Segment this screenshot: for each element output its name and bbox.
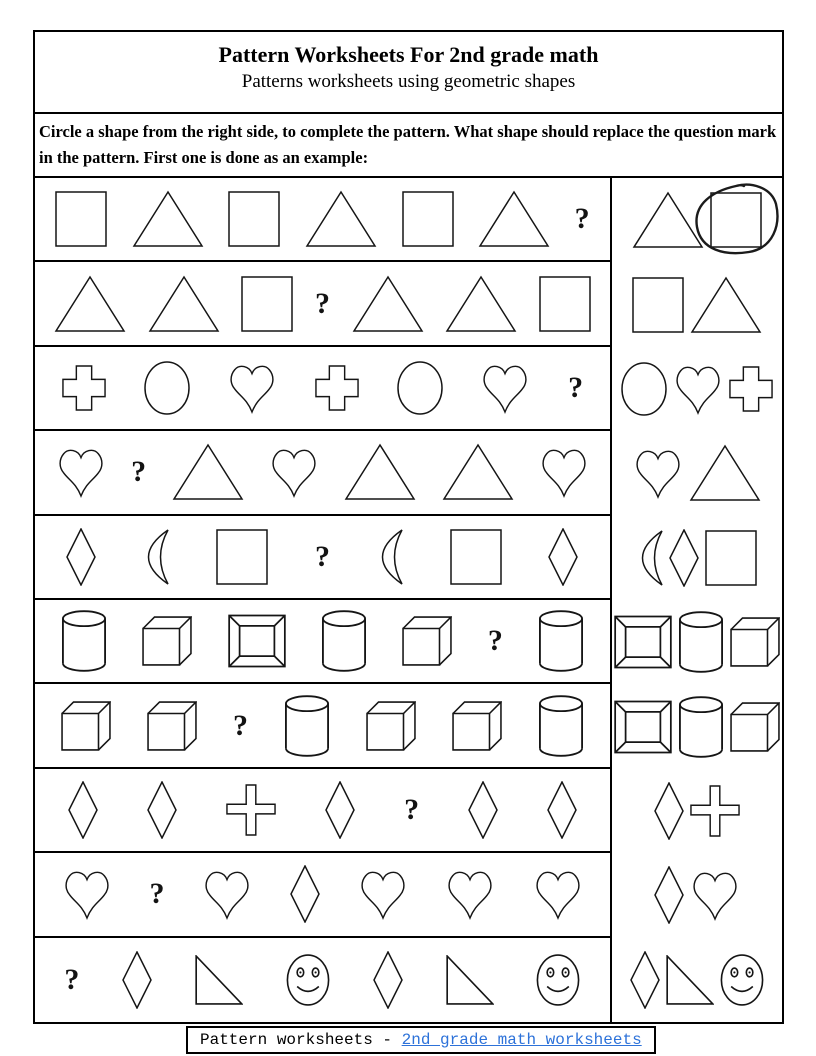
pattern-row-2 (35, 262, 610, 346)
diamond-icon (654, 866, 684, 924)
cube-icon (452, 701, 502, 751)
circle-icon (621, 362, 667, 416)
answer-options-row-8 (612, 769, 782, 853)
diamond-icon (290, 865, 320, 923)
worksheet-table (33, 30, 784, 1024)
square-icon (632, 277, 684, 333)
cube-icon (142, 616, 192, 666)
diamond-icon (547, 781, 577, 839)
heart-icon (633, 446, 683, 500)
triangle-icon (442, 443, 514, 501)
right-triangle-icon (446, 955, 494, 1005)
diamond-icon (630, 951, 660, 1009)
header-section (35, 32, 782, 114)
triangle-icon (689, 444, 761, 502)
instructions-text: Circle a shape from the right side, to complete the pattern. What shape should replace the question mark in the pattern. First one is done as an example: (35, 114, 782, 178)
answer-option-frame[interactable] (614, 615, 672, 669)
pattern-row-10 (35, 938, 610, 1022)
heart-icon (480, 361, 530, 415)
question-mark: ? (64, 962, 80, 996)
smiley-icon (286, 954, 330, 1006)
diamond-icon (468, 781, 498, 839)
answer-options-row-3 (612, 347, 782, 431)
heart-icon (673, 362, 723, 416)
question-mark: ? (131, 455, 147, 489)
square-icon (450, 529, 502, 585)
answer-options-row-1 (612, 178, 782, 262)
answer-option-smiley[interactable] (720, 954, 764, 1006)
answer-option-diamond[interactable] (654, 866, 684, 924)
crescent-icon (637, 530, 663, 586)
answer-option-plus[interactable] (690, 784, 740, 838)
answer-options-row-2 (612, 262, 782, 346)
triangle-icon (305, 190, 377, 248)
answer-option-diamond[interactable] (654, 782, 684, 840)
answer-option-cylinder[interactable] (678, 696, 724, 758)
square-icon (216, 529, 268, 585)
square-icon (539, 276, 591, 332)
answer-options-row-10 (612, 938, 782, 1022)
heart-icon (62, 867, 112, 921)
answer-option-cube[interactable] (730, 702, 780, 752)
answer-option-frame[interactable] (614, 700, 672, 754)
answer-option-square[interactable] (705, 530, 757, 586)
triangle-icon (445, 275, 517, 333)
triangle-icon (54, 275, 126, 333)
answer-option-triangle[interactable] (690, 276, 762, 334)
heart-icon (269, 445, 319, 499)
smiley-icon (720, 954, 764, 1006)
question-mark: ? (404, 792, 420, 826)
cube-icon (402, 616, 452, 666)
diamond-icon (68, 781, 98, 839)
square-icon (402, 191, 454, 247)
triangle-icon (352, 275, 424, 333)
answer-option-square[interactable] (632, 277, 684, 333)
right-triangle-icon (195, 955, 243, 1005)
pattern-row-9 (35, 853, 610, 937)
cube-icon (730, 702, 780, 752)
answer-option-cube[interactable] (730, 617, 780, 667)
question-mark: ? (487, 624, 503, 658)
cross-icon (315, 365, 359, 411)
answer-options-row-4 (612, 431, 782, 515)
triangle-icon (478, 190, 550, 248)
cube-icon (147, 701, 197, 751)
page-title: Pattern Worksheets For 2nd grade math (218, 42, 599, 67)
cylinder-icon (678, 696, 724, 758)
triangle-icon (172, 443, 244, 501)
answer-option-heart[interactable] (633, 446, 683, 500)
answer-option-crescent[interactable] (637, 530, 663, 586)
footer-link[interactable]: 2nd grade math worksheets (401, 1031, 642, 1049)
heart-icon (539, 445, 589, 499)
frame-icon (614, 615, 672, 669)
square-icon (228, 191, 280, 247)
triangle-icon (148, 275, 220, 333)
circle-icon (144, 361, 190, 415)
question-mark: ? (314, 539, 330, 573)
cube-icon (61, 701, 111, 751)
heart-icon (445, 867, 495, 921)
crescent-icon (377, 529, 403, 585)
heart-icon (56, 445, 106, 499)
frame-icon (228, 614, 286, 668)
diamond-icon (373, 951, 403, 1009)
plus-icon (690, 784, 740, 838)
pattern-row-6 (35, 600, 610, 684)
cylinder-icon (678, 611, 724, 673)
cube-icon (730, 617, 780, 667)
circle-icon (397, 361, 443, 415)
right-triangle-icon (666, 955, 714, 1005)
answer-option-heart[interactable] (673, 362, 723, 416)
heart-icon (533, 867, 583, 921)
diamond-icon (325, 781, 355, 839)
answer-options-row-5 (612, 516, 782, 600)
triangle-icon (132, 190, 204, 248)
page-subtitle: Patterns worksheets using geometric shapes (241, 71, 576, 92)
answer-column (610, 178, 782, 1022)
answer-option-heart[interactable] (690, 868, 740, 922)
answer-options-row-9 (612, 853, 782, 937)
cross-icon (62, 365, 106, 411)
crescent-icon (143, 529, 169, 585)
answer-option-diamond[interactable] (630, 951, 660, 1009)
heart-icon (358, 867, 408, 921)
footer-text: Pattern worksheets - (200, 1031, 402, 1049)
answer-option-circle[interactable] (621, 362, 667, 416)
diamond-icon (654, 782, 684, 840)
heart-icon (690, 868, 740, 922)
answer-option-right-triangle[interactable] (666, 955, 714, 1005)
pattern-row-1 (35, 178, 610, 262)
pattern-row-7 (35, 684, 610, 768)
diamond-icon (548, 528, 578, 586)
diamond-icon (66, 528, 96, 586)
pattern-column (35, 178, 610, 1022)
question-mark: ? (314, 286, 330, 320)
square-icon (241, 276, 293, 332)
cylinder-icon (321, 610, 367, 672)
cylinder-icon (538, 610, 584, 672)
pattern-row-4 (35, 431, 610, 515)
diamond-icon (122, 951, 152, 1009)
diamond-icon (147, 781, 177, 839)
heart-icon (202, 867, 252, 921)
footer-box (186, 1026, 656, 1054)
question-mark: ? (574, 202, 590, 236)
diamond-icon (669, 529, 699, 587)
cylinder-icon (61, 610, 107, 672)
plus-icon (226, 783, 276, 837)
triangle-icon (344, 443, 416, 501)
frame-icon (614, 700, 672, 754)
cross-icon (729, 366, 773, 412)
pattern-row-3 (35, 347, 610, 431)
triangle-icon (690, 276, 762, 334)
answer-options-row-6 (612, 600, 782, 684)
question-mark: ? (233, 708, 248, 742)
heart-icon (227, 361, 277, 415)
cylinder-icon (284, 695, 330, 757)
pattern-row-8 (35, 769, 610, 853)
answer-option-triangle[interactable] (689, 444, 761, 502)
cube-icon (366, 701, 416, 751)
question-mark: ? (568, 370, 584, 404)
square-icon (705, 530, 757, 586)
answer-option-cross[interactable] (729, 366, 773, 412)
cylinder-icon (538, 695, 584, 757)
square-icon (55, 191, 107, 247)
answer-option-diamond[interactable] (669, 529, 699, 587)
answer-option-cylinder[interactable] (678, 611, 724, 673)
question-mark: ? (149, 877, 165, 911)
answer-option-square[interactable] (710, 192, 762, 248)
pattern-grid (35, 178, 782, 1022)
smiley-icon (536, 954, 580, 1006)
pattern-row-5 (35, 516, 610, 600)
example-circle-annotation (692, 181, 780, 259)
answer-options-row-7 (612, 684, 782, 768)
